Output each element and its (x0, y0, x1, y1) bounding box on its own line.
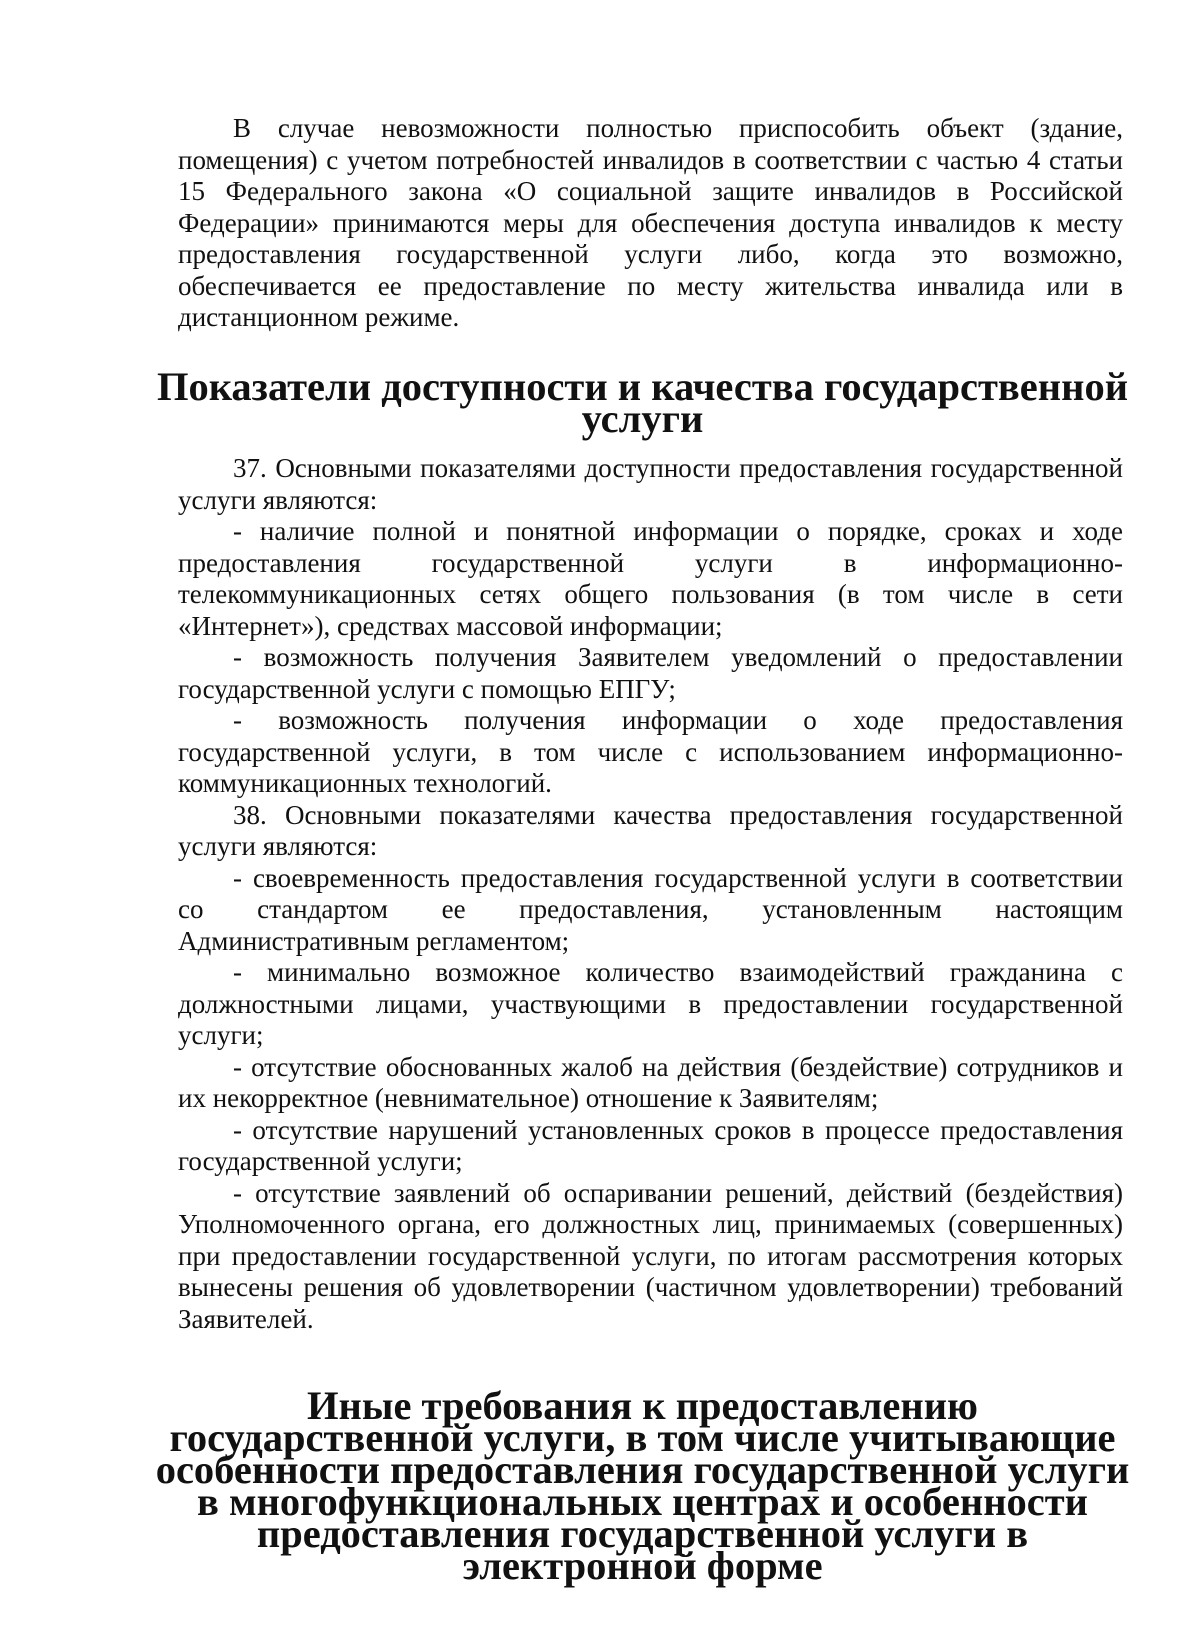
intro-section (178, 113, 1123, 334)
list-item: - возможность получения Заявителем уведомлений о предоставлении государственной услуги с помощью ЕПГУ; (178, 642, 1123, 704)
section-heading-other-requirements: Иные требования к предоставлению государственной услуги, в том числе учитывающие особенности предоставления государственной услуги в многофункциональных центрах и особенности предоставления государственной услуги в электронной форме (155, 1383, 1130, 1588)
paragraph-37: 37. Основными показателями доступности предоставления государственной услуги являются: (178, 453, 1123, 515)
list-item: - своевременность предоставления государственной услуги в соответствии со стандартом ее предоставления, установленным настоящим Административным регламентом; (178, 862, 1123, 956)
section-heading-accessibility-quality: Показатели доступности и качества государственной услуги (156, 364, 1129, 441)
list-item: - отсутствие заявлений об оспаривании решений, действий (бездействия) Уполномоченного органа, его должностных лиц, принимаемых (совершенных) при предоставлении государственной услуги, по итогам рассмотрения которых вынесены решения об удовлетворении (частичном удовлетворении) требований Заявителей. (178, 1177, 1123, 1334)
indicators-section (178, 453, 1123, 1335)
list-item: - отсутствие обоснованных жалоб на действия (бездействие) сотрудников и их некорректное (невнимательное) отношение к Заявителям; (178, 1051, 1123, 1113)
list-item: - наличие полной и понятной информации о порядке, сроках и ходе предоставления государственной услуги в информационно-телекоммуникационных сетях общего пользования (в том числе в сети «Интернет»), средствах массовой информации; (178, 516, 1123, 641)
list-item: - отсутствие нарушений установленных сроков в процессе предоставления государственной услуги; (178, 1114, 1123, 1176)
paragraph-38: 38. Основными показателями качества предоставления государственной услуги являются: (178, 799, 1123, 861)
list-item: - минимально возможное количество взаимодействий гражданина с должностными лицами, участвующими в предоставлении государственной услуги; (178, 957, 1123, 1050)
list-item: - возможность получения информации о ходе предоставления государственной услуги, в том числе с использованием информационно-коммуникационных технологий. (178, 705, 1123, 798)
intro-paragraph: В случае невозможности полностью приспособить объект (здание, помещения) с учетом потребностей инвалидов в соответствии с частью 4 статьи 15 Федерального закона «О социальной защите инвалидов в Российской Федерации» принимаются меры для обеспечения доступа инвалидов к месту предоставления государственной услуги либо, когда это возможно, обеспечивается ее предоставление по месту жительства инвалида или в дистанционном режиме. (178, 113, 1123, 332)
